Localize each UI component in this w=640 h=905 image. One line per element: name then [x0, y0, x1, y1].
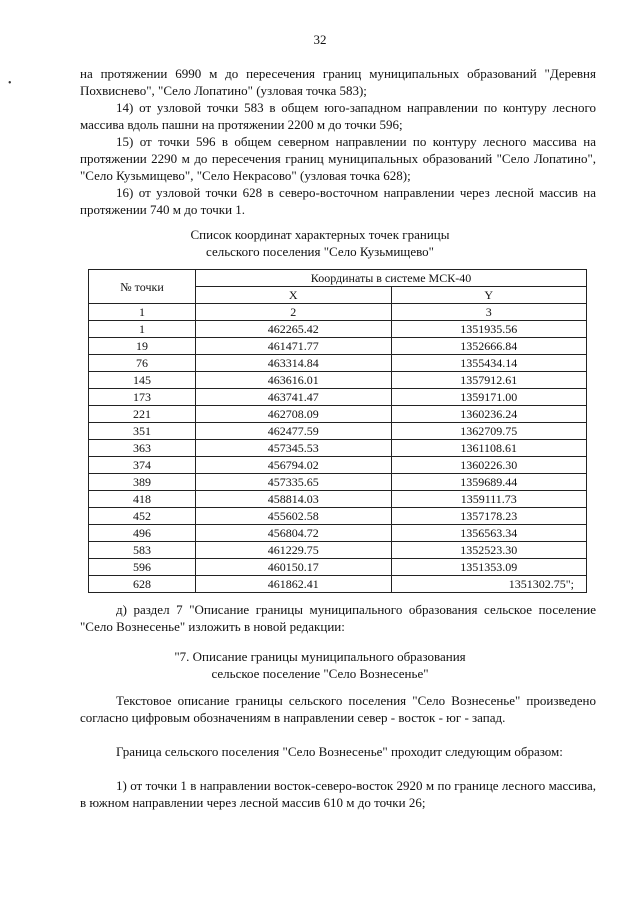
paragraph-boundary-intro: Граница сельского поселения "Село Вознесенье" проходит следующим образом: — [116, 744, 563, 759]
y-cell: 1357912.61 — [391, 372, 587, 389]
table-row — [89, 372, 587, 389]
x-cell: 462265.42 — [196, 321, 392, 338]
table-row — [89, 542, 587, 559]
coordinates-table — [88, 269, 587, 593]
x-cell: 461229.75 — [196, 542, 392, 559]
point-number-cell: 596 — [89, 559, 196, 576]
paragraph-item-14: 14) от узловой точки 583 в общем юго-западном направлении по контуру лесного массива вдоль пашни на протяжении 2200 м до точки 596; — [80, 100, 596, 132]
paragraph-continuation: на протяжении 6990 м до пересечения границ муниципальных образований "Деревня Похвиснево", "Село Лопатино" (узловая точка 583); — [80, 66, 596, 98]
y-cell: 1360236.24 — [391, 406, 587, 423]
point-number-cell: 19 — [89, 338, 196, 355]
table-row — [89, 355, 587, 372]
x-cell: 457345.53 — [196, 440, 392, 457]
y-cell: 1352523.30 — [391, 542, 587, 559]
y-cell: 1351302.75"; — [391, 576, 587, 593]
header-x: X — [196, 287, 392, 304]
margin-dot-icon: • — [8, 78, 12, 89]
point-number-cell: 76 — [89, 355, 196, 372]
index-cell: 2 — [196, 304, 392, 321]
index-cell: 3 — [391, 304, 587, 321]
table-row — [89, 491, 587, 508]
table-title-line1: Список координат характерных точек границы — [190, 227, 450, 242]
point-number-cell: 351 — [89, 423, 196, 440]
y-cell: 1351353.09 — [391, 559, 587, 576]
x-cell: 461862.41 — [196, 576, 392, 593]
header-y: Y — [391, 287, 587, 304]
point-number-cell: 418 — [89, 491, 196, 508]
table-row — [89, 423, 587, 440]
point-number-cell: 496 — [89, 525, 196, 542]
x-cell: 461471.77 — [196, 338, 392, 355]
table-row — [89, 457, 587, 474]
paragraph-item-1: 1) от точки 1 в направлении восток-северо-восток 2920 м по границе лесного массива, в южном направлении через лесной массив 610 м до точки 26; — [80, 778, 596, 810]
table-row — [89, 338, 587, 355]
table-row — [89, 525, 587, 542]
table-row — [89, 406, 587, 423]
y-cell: 1352666.84 — [391, 338, 587, 355]
section-title-line1: "7. Описание границы муниципального образования — [174, 649, 466, 664]
point-number-cell: 583 — [89, 542, 196, 559]
x-cell: 463741.47 — [196, 389, 392, 406]
x-cell: 457335.65 — [196, 474, 392, 491]
y-cell: 1355434.14 — [391, 355, 587, 372]
section-title-line2: сельское поселение "Село Вознесенье" — [211, 666, 429, 681]
y-cell: 1351935.56 — [391, 321, 587, 338]
point-number-cell: 221 — [89, 406, 196, 423]
table-row — [89, 576, 587, 593]
paragraph-item-d: д) раздел 7 "Описание границы муниципального образования сельское поселение "Село Вознесенье" изложить в новой редакции: — [80, 602, 596, 634]
x-cell: 463314.84 — [196, 355, 392, 372]
point-number-cell: 363 — [89, 440, 196, 457]
point-number-cell: 389 — [89, 474, 196, 491]
x-cell: 458814.03 — [196, 491, 392, 508]
paragraph-item-16: 16) от узловой точки 628 в северо-восточном направлении через лесной массив на протяжении 740 м до точки 1. — [80, 185, 596, 217]
point-number-cell: 374 — [89, 457, 196, 474]
table-row — [89, 440, 587, 457]
point-number-cell: 452 — [89, 508, 196, 525]
x-cell: 456794.02 — [196, 457, 392, 474]
header-coordinates: Координаты в системе МСК-40 — [196, 270, 587, 287]
x-cell: 455602.58 — [196, 508, 392, 525]
table-row — [89, 321, 587, 338]
y-cell: 1357178.23 — [391, 508, 587, 525]
table-row — [89, 474, 587, 491]
index-cell: 1 — [89, 304, 196, 321]
point-number-cell: 1 — [89, 321, 196, 338]
x-cell: 462708.09 — [196, 406, 392, 423]
page-number: 32 — [313, 32, 327, 47]
y-cell: 1362709.75 — [391, 423, 587, 440]
table-row — [89, 559, 587, 576]
y-cell: 1359111.73 — [391, 491, 587, 508]
x-cell: 460150.17 — [196, 559, 392, 576]
y-cell: 1360226.30 — [391, 457, 587, 474]
point-number-cell: 628 — [89, 576, 196, 593]
y-cell: 1359171.00 — [391, 389, 587, 406]
table-header-row — [89, 270, 587, 287]
paragraph-item-15: 15) от точки 596 в общем северном направлении по контуру лесного массива на протяжении 2290 м до пересечения границ муниципальных образований "Село Лопатино", "Село Кузьмищево", "Село Некрасово" (узловая точка 628); — [80, 134, 596, 183]
y-cell: 1356563.34 — [391, 525, 587, 542]
table-row — [89, 508, 587, 525]
y-cell: 1359689.44 — [391, 474, 587, 491]
x-cell: 456804.72 — [196, 525, 392, 542]
header-point-number: № точки — [89, 270, 196, 304]
table-row — [89, 389, 587, 406]
paragraph-description: Текстовое описание границы сельского поселения "Село Вознесенье" произведено согласно цифровым обозначениям в направлении север - восток - юг - запад. — [80, 693, 596, 725]
y-cell: 1361108.61 — [391, 440, 587, 457]
point-number-cell: 145 — [89, 372, 196, 389]
x-cell: 463616.01 — [196, 372, 392, 389]
x-cell: 462477.59 — [196, 423, 392, 440]
point-number-cell: 173 — [89, 389, 196, 406]
table-title-line2: сельского поселения "Село Кузьмищево" — [206, 244, 434, 259]
table-index-row — [89, 304, 587, 321]
